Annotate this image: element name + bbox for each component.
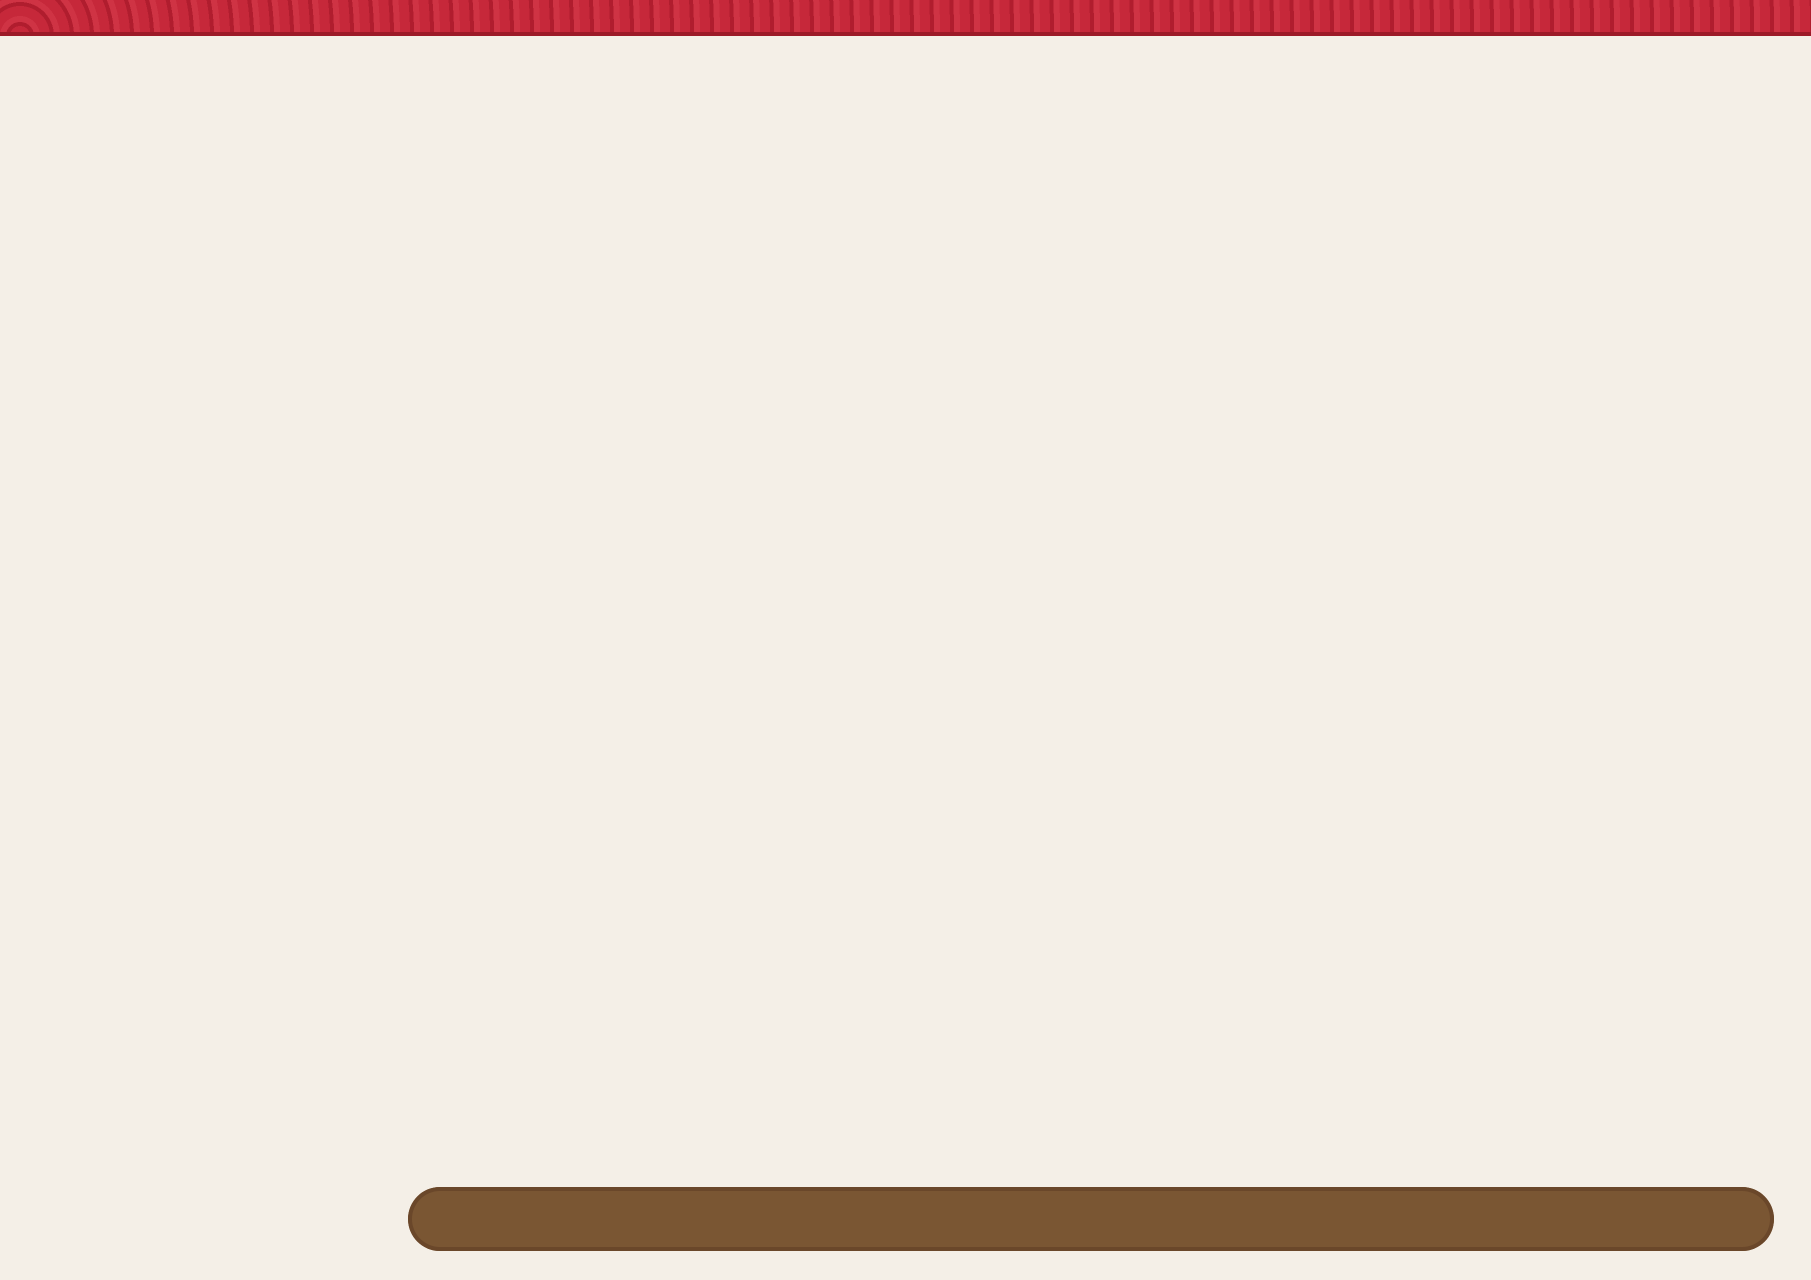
decorative-top-band bbox=[0, 0, 1811, 36]
allergen-legend bbox=[408, 1187, 1774, 1251]
